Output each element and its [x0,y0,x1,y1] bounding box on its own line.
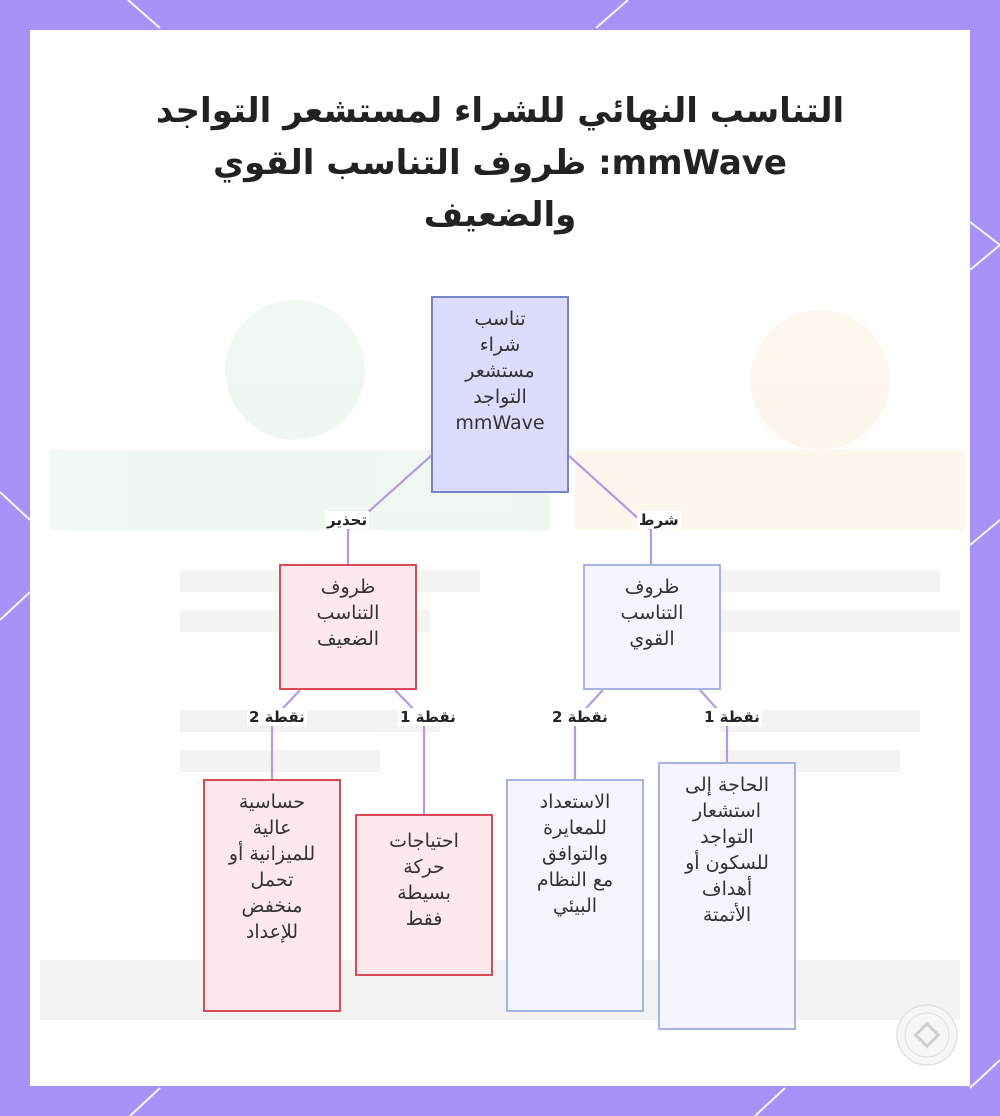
edge-label-strong-1: نقطة 1 [704,708,760,726]
edge-label-root-strong: شرط [639,511,679,529]
badge-icon [895,1003,959,1067]
edge-strong-1 [700,690,727,762]
node-root: تناسب شراء مستشعر التواجد mmWave [431,296,569,493]
edge-root-strong [568,455,651,565]
node-weak-point-1: احتياجات حركة بسيطة فقط [355,814,493,976]
node-strong-point-1: الحاجة إلى استشعار التواجد للسكون أو أهداف الأتمتة [658,762,796,1030]
node-weak-point-2: حساسية عالية للميزانية أو تحمل منخفض للإعداد [203,779,341,1012]
edge-label-weak-2: نقطة 2 [249,708,305,726]
edge-label-strong-2: نقطة 2 [552,708,608,726]
edge-label-weak-1: نقطة 1 [400,708,456,726]
node-strong-point-2: الاستعداد للمعايرة والتوافق مع النظام البيئي [506,779,644,1012]
diagram-title: التناسب النهائي للشراء لمستشعر التواجد mmWave: ظروف التناسب القوي والضعيف [155,91,845,235]
node-weak-fit: ظروف التناسب الضعيف [279,564,417,690]
node-strong-fit: ظروف التناسب القوي [583,564,721,690]
edge-strong-2 [575,690,603,779]
edge-label-root-weak: تحذير [327,511,368,529]
edge-root-weak [348,455,432,564]
edge-weak-2 [272,690,300,779]
